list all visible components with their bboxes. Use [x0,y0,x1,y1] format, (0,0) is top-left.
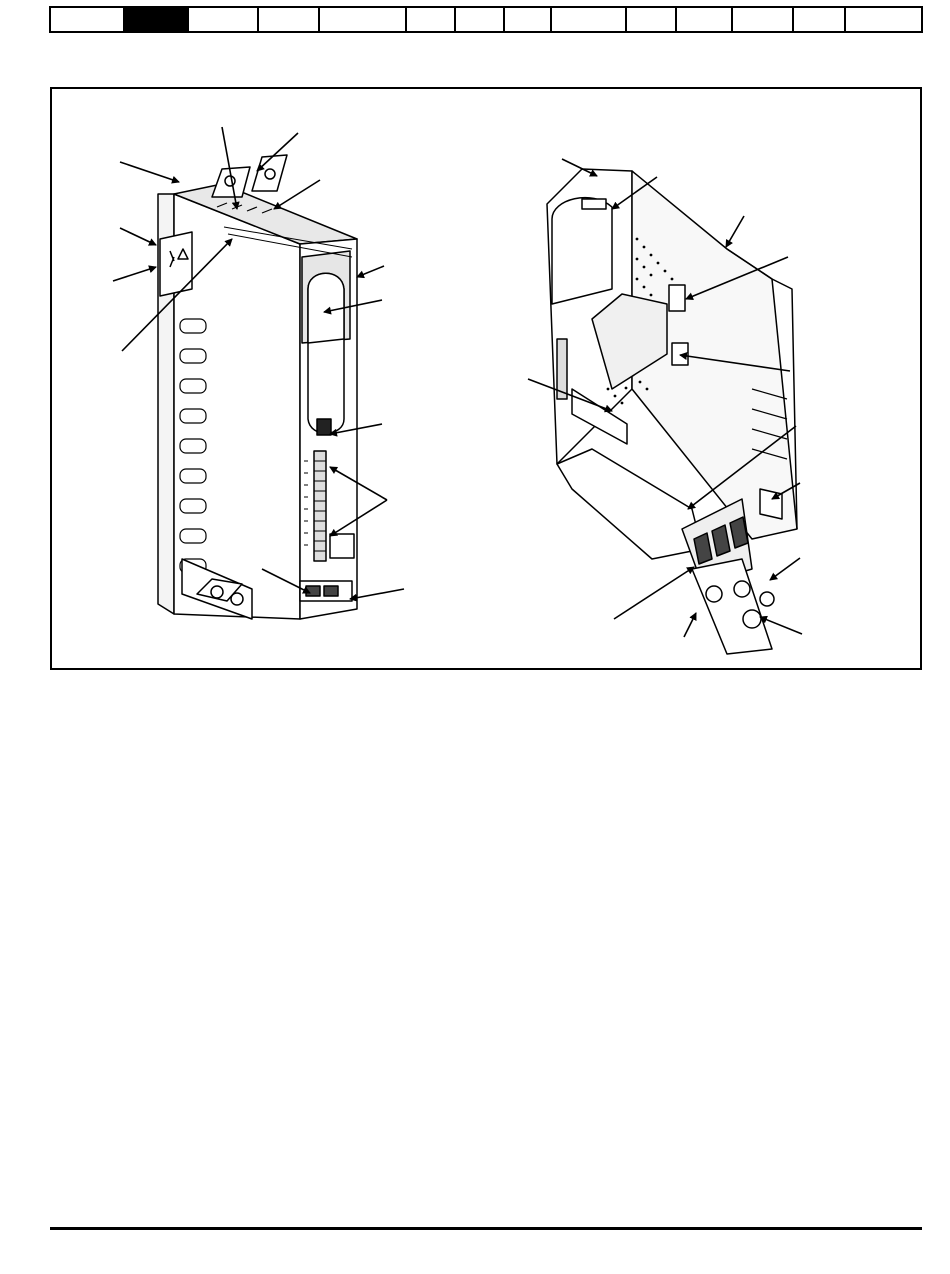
footer-rule [50,1227,922,1230]
section-tab-10[interactable] [627,8,677,31]
drive-illustration [52,89,920,668]
section-tab-13[interactable] [794,8,846,31]
section-tab-9[interactable] [552,8,627,31]
section-tab-2-active[interactable] [125,8,189,31]
section-tab-6[interactable] [407,8,456,31]
section-tab-5[interactable] [320,8,407,31]
section-tab-1[interactable] [51,8,125,31]
section-tab-12[interactable] [733,8,795,31]
figure-frame [50,87,922,670]
section-tab-14[interactable] [846,8,921,31]
section-tab-8[interactable] [505,8,552,31]
section-tab-3[interactable] [189,8,260,31]
section-tab-bar [49,6,923,33]
section-tab-4[interactable] [259,8,320,31]
section-tab-11[interactable] [677,8,733,31]
section-tab-7[interactable] [456,8,506,31]
left-drive-front-view [158,155,357,619]
